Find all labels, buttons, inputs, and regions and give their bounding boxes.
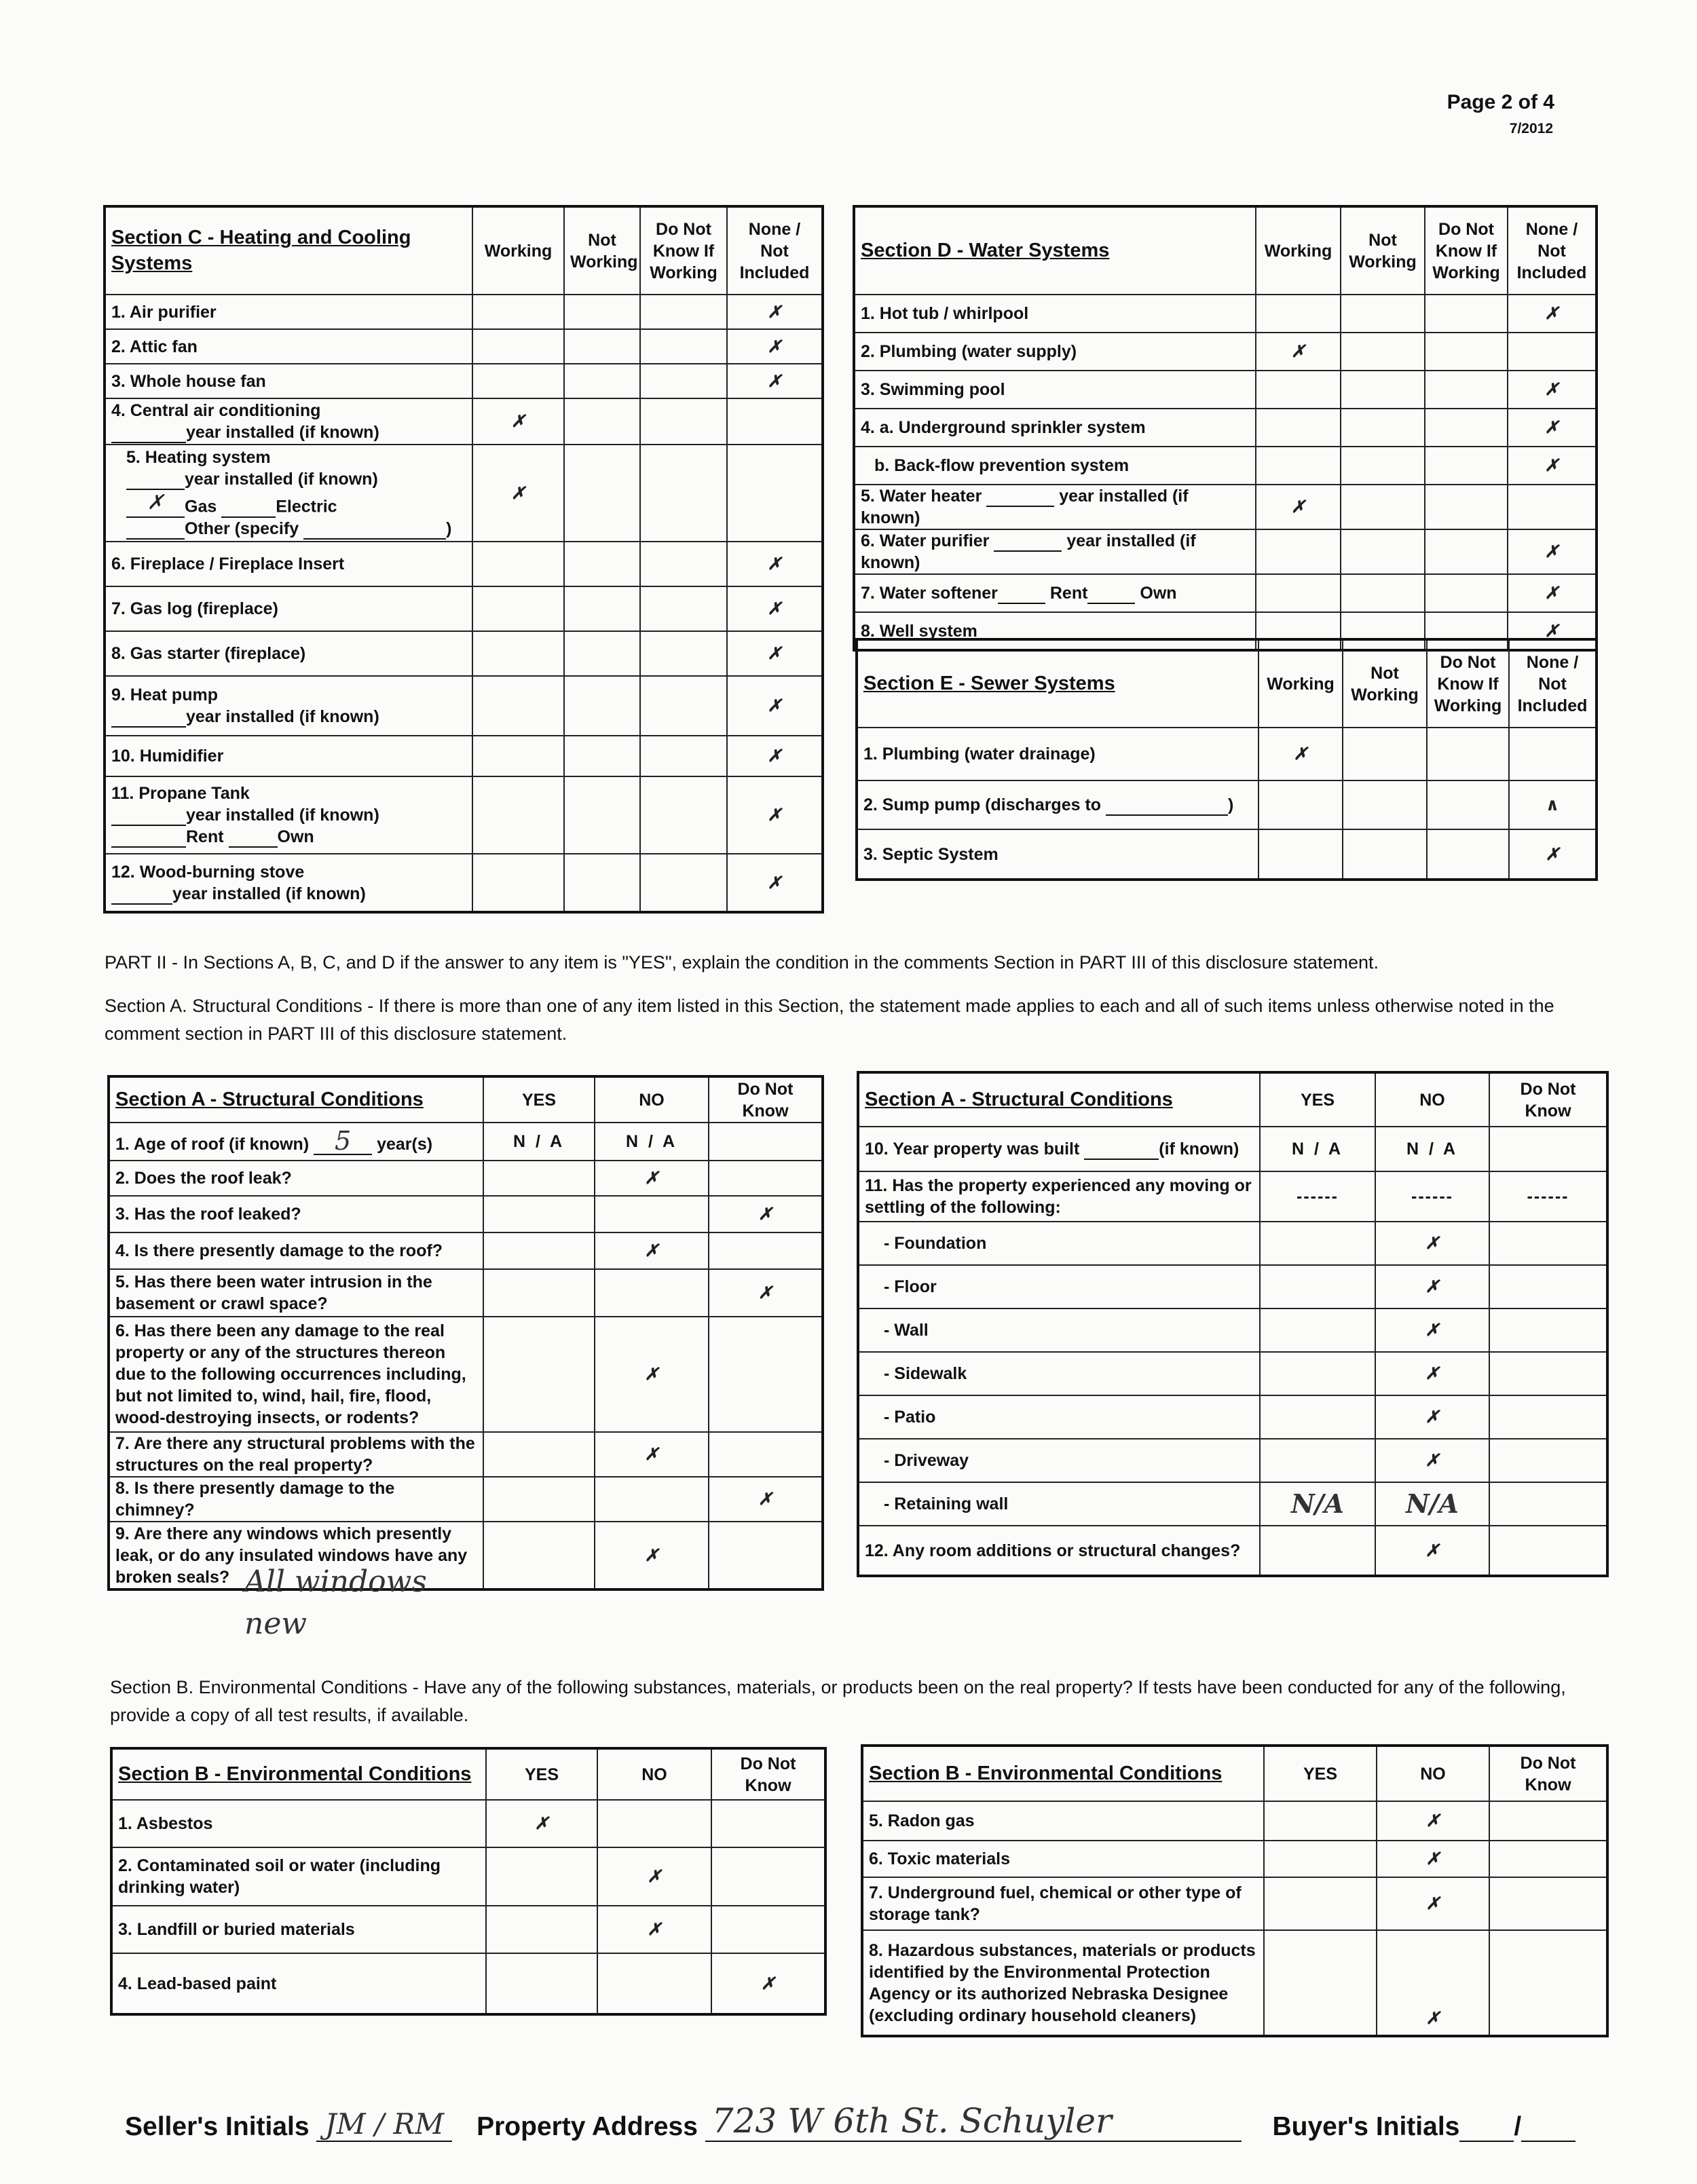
checkbox-mark[interactable]: ✗ xyxy=(727,676,823,736)
table-row: 6. Has there been any damage to the real property or any of the structures thereon due to the following occurrences including, but not limited to, wind, hail, fire, flood, wood-destroying insects, or rodents? ✗ xyxy=(109,1317,823,1432)
table-row: - Wall ✗ xyxy=(858,1308,1607,1352)
section-b-left-table xyxy=(110,1747,827,2016)
table-row: 8. Hazardous substances, materials or products identified by the Environmental Protection Agency or its authorized Nebraska Designee (excluding ordinary household cleaners) ✗ xyxy=(862,1930,1607,2036)
table-row: 7. Water softener Rent Own ✗ xyxy=(854,574,1597,612)
table-row: 4. Central air conditioning year installed (if known) ✗ xyxy=(105,398,823,445)
table-row: 6. Fireplace / Fireplace Insert ✗ xyxy=(105,542,823,586)
gas-mark[interactable]: ✗ xyxy=(147,491,164,515)
table-row: 3. Has the roof leaked? ✗ xyxy=(109,1196,823,1232)
checkbox-mark[interactable]: ✗ xyxy=(727,364,823,398)
table-row: 2. Does the roof leak? ✗ xyxy=(109,1161,823,1196)
table-row: 5. Has there been water intrusion in the basement or crawl space? ✗ xyxy=(109,1269,823,1317)
col-yes: YES xyxy=(483,1076,595,1123)
section-b-right-title: Section B - Environmental Conditions xyxy=(862,1746,1264,1801)
checkbox-mark[interactable]: ✗ xyxy=(595,1232,709,1269)
col-dnk-working: Do Not Know If Working xyxy=(640,206,727,295)
footer: Seller's Initials JM / RM Property Address 723 W 6th St. Schuyler Buyer's Initials / xyxy=(125,2101,1618,2142)
table-row: 8. Well system ✗ xyxy=(854,612,1597,650)
checkbox-mark[interactable]: ✗ xyxy=(595,1432,709,1477)
checkbox-mark[interactable]: ✗ xyxy=(1256,333,1341,371)
seller-initials-field[interactable]: JM / RM xyxy=(316,2107,452,2142)
col-dnk: Do Not Know xyxy=(711,1748,825,1800)
checkbox-mark[interactable]: ✗ xyxy=(1508,371,1597,409)
table-row: 2. Plumbing (water supply) ✗ xyxy=(854,333,1597,371)
table-row: 8. Gas starter (fireplace) ✗ xyxy=(105,631,823,676)
table-row: 1. Air purifier ✗ xyxy=(105,295,823,329)
col-no: NO xyxy=(1377,1746,1489,1801)
checkbox-mark[interactable]: ✗ xyxy=(727,776,823,854)
part2-intro: PART II - In Sections A, B, C, and D if the answer to any item is "YES", explain the condition in the comments Section in PART III of this disclosure statement. xyxy=(105,952,1379,973)
table-row: - Driveway ✗ xyxy=(858,1439,1607,1482)
table-row: 12. Wood-burning stove year installed (if known) ✗ xyxy=(105,854,823,912)
checkbox-mark[interactable]: ✗ xyxy=(595,1317,709,1432)
table-row: 9. Are there any windows which presently leak, or do any insulated windows have any broken seals? ✗ xyxy=(109,1522,823,1589)
table-row: 5. Water heater year installed (if known) ✗ xyxy=(854,485,1597,529)
table-row: 3. Swimming pool ✗ xyxy=(854,371,1597,409)
seller-initials-label: Seller's Initials xyxy=(125,2112,310,2141)
checkbox-mark[interactable]: ✗ xyxy=(1508,529,1597,574)
table-row: 11. Has the property experienced any moving or settling of the following: ------ ------ ------ xyxy=(858,1171,1607,1222)
col-none: None / Not Included xyxy=(1508,206,1597,295)
checkbox-mark[interactable]: ✗ xyxy=(727,329,823,364)
section-c-title: Section C - Heating and Cooling Systems xyxy=(105,206,472,295)
checkbox-mark[interactable]: ✗ xyxy=(727,586,823,631)
table-row: - Floor ✗ xyxy=(858,1265,1607,1308)
table-row: - Foundation ✗ xyxy=(858,1222,1607,1265)
table-row: 3. Landfill or buried materials ✗ xyxy=(111,1906,825,1953)
table-row: 11. Propane Tank year installed (if known) Rent Own ✗ xyxy=(105,776,823,854)
col-no: NO xyxy=(595,1076,709,1123)
checkbox-mark[interactable]: ✗ xyxy=(1377,1841,1489,1877)
table-row: 10. Humidifier ✗ xyxy=(105,736,823,776)
checkbox-mark[interactable]: ✗ xyxy=(1508,295,1597,333)
checkbox-mark[interactable]: ✗ xyxy=(709,1477,823,1522)
table-row: 7. Gas log (fireplace) ✗ xyxy=(105,586,823,631)
col-yes: YES xyxy=(1264,1746,1377,1801)
table-row: 1. Hot tub / whirlpool ✗ xyxy=(854,295,1597,333)
table-row: 3. Septic System ✗ xyxy=(857,829,1597,880)
table-row: 7. Are there any structural problems with the structures on the real property? ✗ xyxy=(109,1432,823,1477)
col-dnk-working: Do Not Know If Working xyxy=(1425,206,1508,295)
col-dnk-working: Do Not Know If Working xyxy=(1427,639,1509,728)
buyer-initials-field-1[interactable] xyxy=(1459,2141,1514,2142)
col-working: Working xyxy=(1258,639,1343,728)
table-row: 2. Attic fan ✗ xyxy=(105,329,823,364)
table-row: 9. Heat pump year installed (if known) ✗ xyxy=(105,676,823,736)
section-a-left-table xyxy=(107,1075,824,1591)
checkbox-mark[interactable]: ✗ xyxy=(595,1161,709,1196)
table-row: 3. Whole house fan ✗ xyxy=(105,364,823,398)
table-row: 10. Year property was built (if known) N / A N / A xyxy=(858,1127,1607,1171)
section-c-table xyxy=(103,205,824,914)
table-row: 4. Lead-based paint ✗ xyxy=(111,1953,825,2014)
section-d-table xyxy=(853,205,1598,652)
checkbox-mark[interactable]: ✗ xyxy=(1375,1308,1489,1352)
col-yes: YES xyxy=(1260,1072,1375,1127)
col-dnk: Do Not Know xyxy=(1489,1746,1607,1801)
col-not-working: Not Working xyxy=(1343,639,1427,728)
section-a-right-table xyxy=(857,1071,1609,1577)
checkbox-mark[interactable]: ✗ xyxy=(709,1269,823,1317)
col-working: Working xyxy=(472,206,564,295)
checkbox-mark[interactable]: ✗ xyxy=(1508,409,1597,447)
checkbox-mark[interactable]: ✗ xyxy=(1375,1265,1489,1308)
checkbox-mark[interactable]: ✗ xyxy=(472,445,564,542)
table-row: 2. Sump pump (discharges to ) ∧ xyxy=(857,780,1597,829)
section-e-table xyxy=(855,638,1598,881)
table-row: 2. Contaminated soil or water (including drinking water) ✗ xyxy=(111,1847,825,1906)
checkbox-mark[interactable]: ✗ xyxy=(727,295,823,329)
buyer-initials-label: Buyer's Initials xyxy=(1272,2112,1460,2141)
col-yes: YES xyxy=(486,1748,597,1800)
table-row: 7. Underground fuel, chemical or other type of storage tank? ✗ xyxy=(862,1877,1607,1930)
table-row: 8. Is there presently damage to the chimney? ✗ xyxy=(109,1477,823,1522)
table-row: 4. a. Underground sprinkler system ✗ xyxy=(854,409,1597,447)
checkbox-mark[interactable]: ✗ xyxy=(727,854,823,912)
property-address-label: Property Address xyxy=(477,2112,698,2141)
checkbox-mark[interactable]: ✗ xyxy=(1377,1930,1489,2036)
checkbox-mark[interactable]: ✗ xyxy=(1508,574,1597,612)
col-none: None / Not Included xyxy=(727,206,823,295)
checkbox-mark[interactable]: ✗ xyxy=(1258,728,1343,780)
col-not-working: Not Working xyxy=(1341,206,1425,295)
section-b-left-title: Section B - Environmental Conditions xyxy=(111,1748,486,1800)
checkbox-mark[interactable]: ✗ xyxy=(597,1906,711,1953)
col-none: None / Not Included xyxy=(1509,639,1597,728)
section-b-right-table xyxy=(861,1744,1609,2037)
table-row: 1. Asbestos ✗ xyxy=(111,1800,825,1847)
checkbox-mark[interactable]: ✗ xyxy=(727,542,823,586)
checkbox-mark[interactable]: ✗ xyxy=(1256,485,1341,529)
checkbox-mark[interactable]: ✗ xyxy=(727,631,823,676)
checkbox-mark[interactable]: ✗ xyxy=(1375,1439,1489,1482)
checkbox-mark[interactable]: ✗ xyxy=(1508,612,1597,650)
table-row: 5. Heating system year installed (if known) ✗ Gas Electric Other (specify ) ✗ xyxy=(105,445,823,542)
col-working: Working xyxy=(1256,206,1341,295)
col-not-working: Not Working xyxy=(564,206,640,295)
table-row: - Retaining wall N/A N/A xyxy=(858,1482,1607,1526)
table-row: - Sidewalk ✗ xyxy=(858,1352,1607,1395)
section-b-intro: Section B. Environmental Conditions - Have any of the following substances, materials, or products been on the real property? If tests have been conducted for any of the following, provide a copy of all test results, if available. xyxy=(110,1677,1566,1726)
table-row: b. Back-flow prevention system ✗ xyxy=(854,447,1597,485)
checkbox-mark[interactable]: ✗ xyxy=(727,736,823,776)
col-no: NO xyxy=(1375,1072,1489,1127)
checkbox-mark[interactable]: ∧ xyxy=(1509,780,1597,829)
table-row: 4. Is there presently damage to the roof? ✗ xyxy=(109,1232,823,1269)
col-dnk: Do Not Know xyxy=(1489,1072,1607,1127)
table-row: 1. Plumbing (water drainage) ✗ xyxy=(857,728,1597,780)
section-a-left-title: Section A - Structural Conditions xyxy=(109,1076,483,1123)
table-row: 1. Age of roof (if known) 5 year(s) N / A N / A xyxy=(109,1123,823,1161)
windows-note: All windows new xyxy=(244,1564,427,1641)
section-e-title: Section E - Sewer Systems xyxy=(857,639,1258,728)
table-row: 12. Any room additions or structural changes? ✗ xyxy=(858,1526,1607,1576)
checkbox-mark[interactable]: ✗ xyxy=(1377,1877,1489,1930)
checkbox-mark[interactable]: ✗ xyxy=(1377,1801,1489,1841)
table-row: 6. Water purifier year installed (if known) ✗ xyxy=(854,529,1597,574)
checkbox-mark[interactable]: ✗ xyxy=(595,1522,709,1589)
checkbox-mark[interactable]: ✗ xyxy=(1375,1395,1489,1439)
checkbox-mark[interactable]: ✗ xyxy=(1375,1352,1489,1395)
form-date: 7/2012 xyxy=(1509,121,1553,136)
roof-age-value[interactable]: 5 xyxy=(314,1128,372,1155)
section-a-right-title: Section A - Structural Conditions xyxy=(858,1072,1260,1127)
col-dnk: Do Not Know xyxy=(709,1076,823,1123)
checkbox-mark[interactable]: ✗ xyxy=(486,1800,597,1847)
checkbox-mark[interactable]: ✗ xyxy=(597,1847,711,1906)
section-a-intro: Section A. Structural Conditions - If there is more than one of any item listed in this Section, the statement made applies to each and all of such items unless otherwise noted in the comment section in PART III of this disclosure statement. xyxy=(105,996,1554,1044)
checkbox-mark[interactable]: ✗ xyxy=(1508,447,1597,485)
page-number: Page 2 of 4 xyxy=(1447,91,1554,113)
table-row: 6. Toxic materials ✗ xyxy=(862,1841,1607,1877)
checkbox-mark[interactable]: ✗ xyxy=(711,1953,825,2014)
checkbox-mark[interactable]: ✗ xyxy=(1375,1526,1489,1576)
checkbox-mark[interactable]: ✗ xyxy=(1375,1222,1489,1265)
table-row: 5. Radon gas ✗ xyxy=(862,1801,1607,1841)
col-no: NO xyxy=(597,1748,711,1800)
table-row: - Patio ✗ xyxy=(858,1395,1607,1439)
checkbox-mark[interactable]: ✗ xyxy=(709,1196,823,1232)
checkbox-mark[interactable]: ✗ xyxy=(1509,829,1597,880)
section-d-title: Section D - Water Systems xyxy=(854,206,1256,295)
property-address-field[interactable]: 723 W 6th St. Schuyler xyxy=(705,2101,1242,2142)
buyer-initials-field-2[interactable] xyxy=(1521,2141,1575,2142)
checkbox-mark[interactable]: ✗ xyxy=(472,398,564,445)
